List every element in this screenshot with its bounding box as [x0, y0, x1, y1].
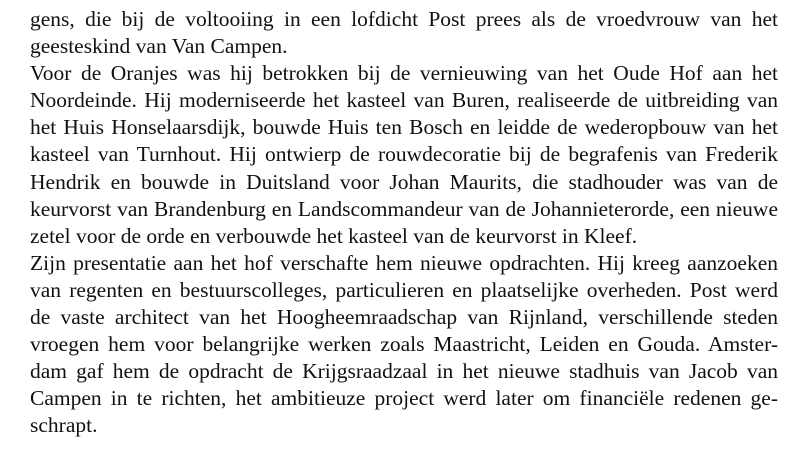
- text-line: zetel voor de orde en verbouwde het kasteel van de keurvorst in Kleef.: [30, 223, 638, 248]
- text-line: vroegen hem voor belangrijke werken zoals Maastricht, Leiden en Gouda. Amster-: [30, 332, 778, 357]
- text-line: Noordeinde. Hij moderniseerde het kasteel van Buren, realiseerde de uitbreiding van: [30, 88, 778, 113]
- text-line: schrapt.: [30, 413, 98, 438]
- document-page: [30, 6, 778, 440]
- text-line: kasteel van Turnhout. Hij ontwierp de rouwdecoratie bij de begrafenis van Frederik: [30, 142, 778, 167]
- paragraph-3: [30, 250, 778, 440]
- text-line: gens, die bij de voltooiing in een lofdicht Post prees als de vroedvrouw van het: [30, 7, 778, 31]
- text-line: geesteskind van Van Campen.: [30, 34, 288, 59]
- paragraph-1: [30, 6, 778, 60]
- text-line: de vaste architect van het Hoogheemraadschap van Rijnland, verschillende steden: [30, 305, 778, 330]
- text-line: Zijn presentatie aan het hof verschafte hem nieuwe opdrachten. Hij kreeg aanzoeken: [30, 250, 778, 275]
- text-line: keurvorst van Brandenburg en Landscommandeur van de Johannieterorde, een nieuwe: [30, 196, 778, 221]
- text-line: Campen in te richten, het ambitieuze project werd later om financiële redenen ge-: [30, 386, 778, 411]
- text-line: Hendrik en bouwde in Duitsland voor Johan Maurits, die stadhouder was van de: [30, 169, 778, 194]
- paragraph-2: [30, 60, 778, 250]
- text-line: het Huis Honselaarsdijk, bouwde Huis ten Bosch en leidde de wederopbouw van het: [30, 115, 778, 140]
- text-line: van regenten en bestuurscolleges, particulieren en plaatselijke overheden. Post werd: [30, 277, 778, 302]
- text-line: Voor de Oranjes was hij betrokken bij de vernieuwing van het Oude Hof aan het: [30, 61, 778, 86]
- text-line: dam gaf hem de opdracht de Krijgsraadzaal in het nieuwe stadhuis van Jacob van: [30, 359, 778, 384]
